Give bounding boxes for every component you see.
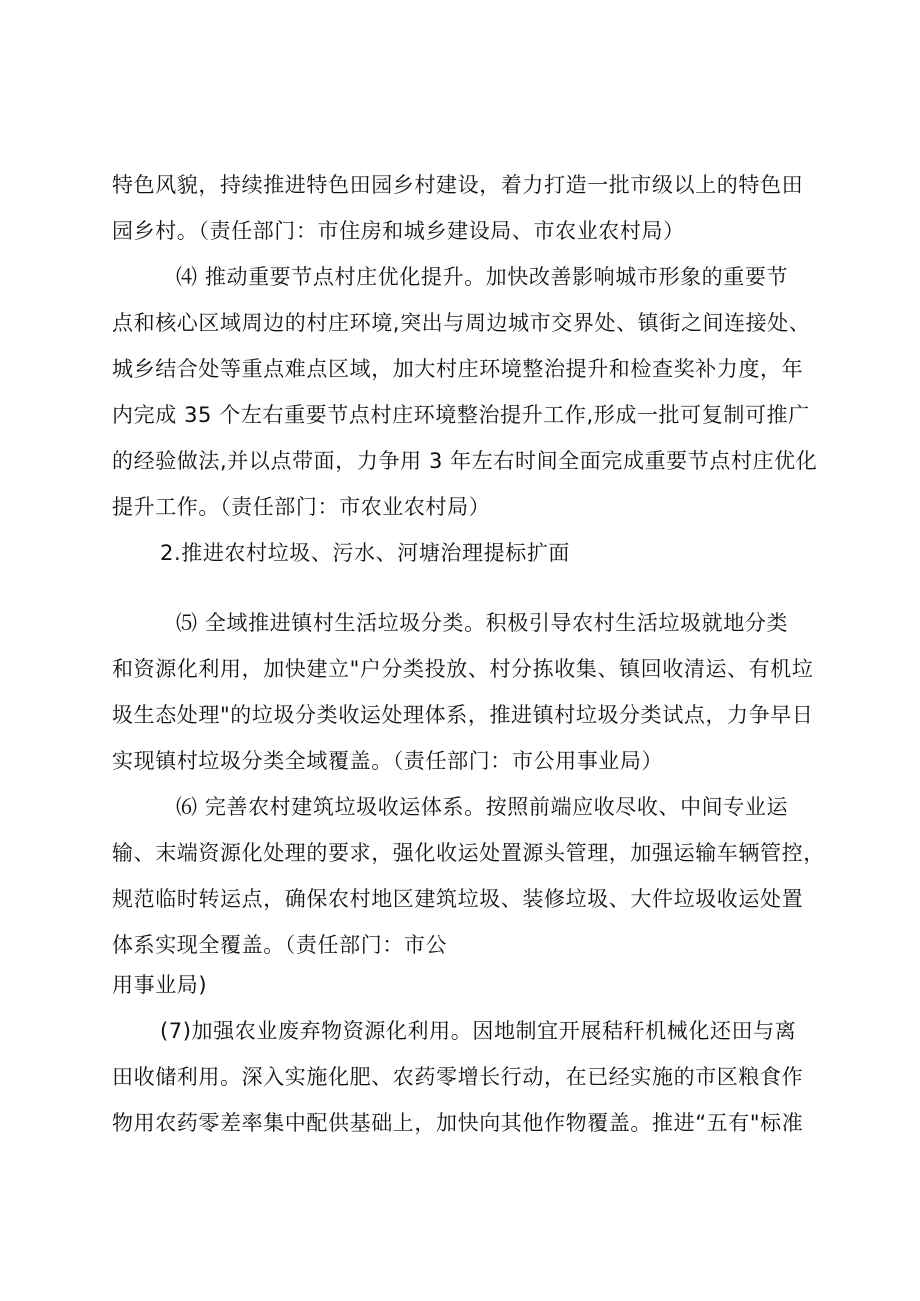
text-line: 的经验做法,并以点带面，力争用 3 年左右时间全面完成重要节点村庄优化	[112, 449, 818, 473]
text-line: 和资源化利用，加快建立"户分类投放、村分拣收集、镇回收清运、有机垃	[112, 657, 814, 681]
text-line: 内完成 35 个左右重要节点村庄环境整治提升工作,形成一批可复制可推广	[112, 403, 810, 427]
paragraph-7-heading: (7)加强农业废弃物资源化利用。因地制宜开展秸秆机械化还田与离	[160, 1019, 797, 1043]
text-line: 特色风貌，持续推进特色田园乡村建设，着力打造一批市级以上的特色田	[112, 173, 804, 197]
paragraph-4-heading: ⑷ 推动重要节点村庄优化提升。加快改善影响城市形象的重要节	[176, 265, 789, 289]
paragraph-5-heading: ⑸ 全域推进镇村生活垃圾分类。积极引导农村生活垃圾就地分类	[176, 611, 789, 635]
text-line: 输、末端资源化处理的要求，强化收运处置源头管理，加强运输车辆管控，	[112, 841, 825, 865]
text-line: 用事业局)	[112, 973, 208, 997]
text-line: 点和核心区域周边的村庄环境,突出与周边城市交界处、镇街之间连接处、	[112, 311, 811, 335]
text-line: 提升工作。（责任部门：市农业农村局）	[112, 495, 491, 519]
text-line: 城乡结合处等重点难点区域，加大村庄环境整治提升和检查奖补力度，年	[112, 357, 804, 381]
text-line: 规范临时转运点，确保农村地区建筑垃圾、装修垃圾、大件垃圾收运处置	[112, 887, 804, 911]
text-line: 物用农药零差率集中配供基础上，加快向其他作物覆盖。推进“五有"标准	[112, 1111, 804, 1135]
paragraph-6-heading: ⑹ 完善农村建筑垃圾收运体系。按照前端应收尽收、中间专业运	[176, 795, 789, 819]
section-heading: 2.推进农村垃圾、污水、河塘治理提标扩面	[160, 541, 571, 565]
text-line: 圾生态处理"的垃圾分类收运处理体系，推进镇村垃圾分类试点，力争早日	[112, 703, 814, 727]
text-line: 体系实现全覆盖。（责任部门：市公	[112, 933, 448, 957]
text-line: 实现镇村垃圾分类全域覆盖。（责任部门：市公用事业局）	[112, 749, 664, 773]
text-line: 园乡村。（责任部门：市住房和城乡建设局、市农业农村局）	[112, 219, 685, 243]
text-line: 田收储利用。深入实施化肥、农药零增长行动，在已经实施的市区粮食作	[112, 1065, 804, 1089]
